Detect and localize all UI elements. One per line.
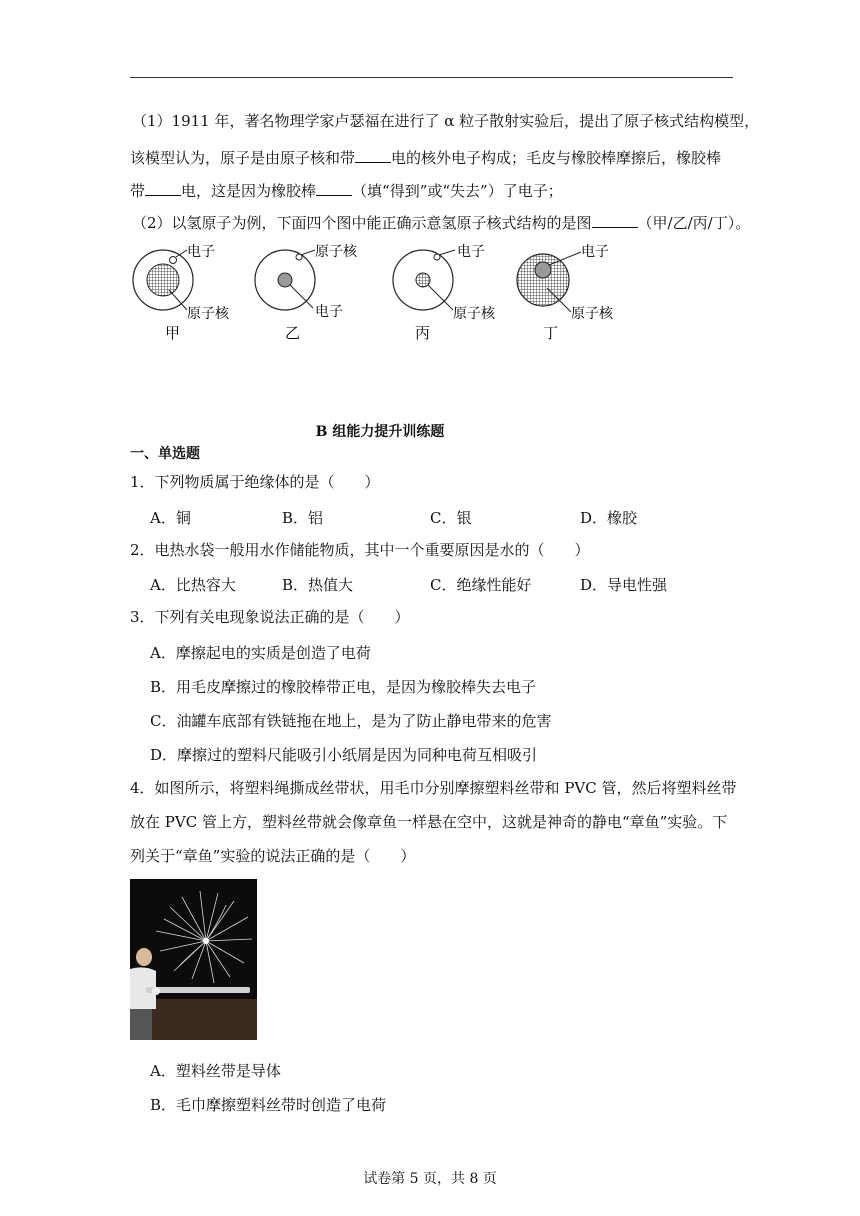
question-1-stem: 1．下列物质属于绝缘体的是（ ） — [130, 473, 380, 491]
q4-option-b[interactable]: B．毛巾摩擦塑料丝带时创造了电荷 — [150, 1096, 387, 1114]
diagram-bing-label-top: 电子 — [457, 244, 485, 260]
diagram-jia-caption: 甲 — [165, 324, 181, 342]
diagram-yi-label-top: 原子核 — [315, 244, 357, 260]
prev-q-line1: （1）1911 年，著名物理学家卢瑟福在进行了 α 粒子散射实验后，提出了原子核式结构模型， — [132, 112, 760, 130]
answer-blank-2[interactable] — [145, 181, 181, 196]
q2-option-d[interactable]: D．导电性强 — [580, 576, 668, 594]
subsection-title: 一、单选题 — [130, 446, 200, 462]
diagram-bing-caption: 丙 — [415, 324, 431, 342]
diagram-bing-label-bottom: 原子核 — [453, 306, 495, 322]
section-title: B 组能力提升训练题 — [315, 424, 445, 440]
q2-option-c[interactable]: C．绝缘性能好 — [430, 576, 532, 594]
diagram-yi-caption: 乙 — [285, 324, 301, 342]
diagram-ding-caption: 丁 — [543, 324, 559, 342]
question-2-stem: 2．电热水袋一般用水作储能物质，其中一个重要原因是水的（ ） — [130, 541, 590, 559]
octopus-experiment-photo — [130, 879, 257, 1040]
diagram-ding-label-bottom: 原子核 — [571, 306, 613, 322]
q3-option-b[interactable]: B．用毛皮摩擦过的橡胶棒带正电，是因为橡胶棒失去电子 — [150, 678, 537, 696]
q4-option-a[interactable]: A．塑料丝带是导体 — [150, 1062, 281, 1080]
q3-option-d[interactable]: D．摩擦过的塑料尺能吸引小纸屑是因为同种电荷互相吸引 — [150, 746, 538, 764]
atom-diagrams — [125, 238, 645, 348]
prev-q-line3: 带 电，这是因为橡胶棒 （填“得到”或“失去”）了电子； — [130, 182, 563, 200]
q1-option-b[interactable]: B．铝 — [282, 509, 324, 527]
q1-option-d[interactable]: D．橡胶 — [580, 509, 638, 527]
q2-option-b[interactable]: B．热值大 — [282, 576, 354, 594]
diagram-jia-label-top: 电子 — [187, 244, 215, 260]
diagram-yi-label-bottom: 电子 — [315, 304, 343, 320]
diagram-yi — [255, 243, 358, 342]
answer-blank-1[interactable] — [355, 148, 391, 163]
diagram-bing — [393, 243, 496, 342]
header-rule — [130, 77, 733, 78]
diagram-jia — [133, 243, 230, 342]
answer-blank-3[interactable] — [316, 181, 352, 196]
answer-blank-4[interactable] — [592, 213, 638, 228]
q3-option-a[interactable]: A．摩擦起电的实质是创造了电荷 — [150, 644, 371, 662]
q1-option-a[interactable]: A．铜 — [150, 509, 191, 527]
question-4-stem-line3: 列关于“章鱼”实验的说法正确的是（ ） — [130, 847, 416, 865]
q3-option-c[interactable]: C．油罐车底部有铁链拖在地上，是为了防止静电带来的危害 — [150, 712, 552, 730]
diagram-ding — [517, 243, 614, 342]
prev-q-part2: （2）以氢原子为例，下面四个图中能正确示意氢原子核式结构的是图 （甲/乙/丙/丁）。 — [132, 214, 751, 232]
prev-q-line2: 该模型认为，原子是由原子核和带 电的核外电子构成；毛皮与橡胶棒摩擦后，橡胶棒 — [130, 149, 722, 167]
diagram-ding-label-top: 电子 — [581, 244, 609, 260]
page-footer: 试卷第 5 页，共 8 页 — [363, 1171, 497, 1187]
q1-option-c[interactable]: C．银 — [430, 509, 472, 527]
question-3-stem: 3．下列有关电现象说法正确的是（ ） — [130, 608, 410, 626]
diagram-jia-label-bottom: 原子核 — [187, 306, 229, 322]
question-4-stem-line1: 4．如图所示，将塑料绳撕成丝带状，用毛巾分别摩擦塑料丝带和 PVC 管，然后将塑料丝带 — [130, 779, 737, 797]
q2-option-a[interactable]: A．比热容大 — [150, 576, 236, 594]
question-4-stem-line2: 放在 PVC 管上方，塑料丝带就会像章鱼一样悬在空中，这就是神奇的静电“章鱼”实验。下 — [130, 813, 728, 831]
